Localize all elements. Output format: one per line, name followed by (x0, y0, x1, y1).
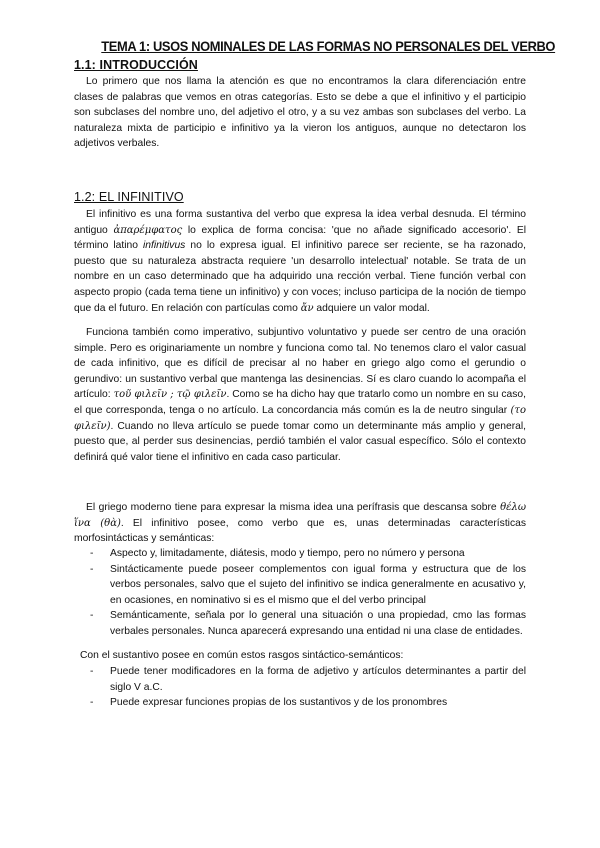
latin-term: infinitivus (142, 240, 186, 252)
document-title: TEMA 1: USOS NOMINALES DE LAS FORMAS NO PERSONALES DEL VERBO (101, 38, 556, 54)
paragraph-introduccion: Lo primero que nos llama la atención es que no encontramos la clara diferenciación entre clases de palabras que vemos en otras categorías. Esto se debe a que el infinitivo y el participio son subclases del nombre uno, del adjetivo el otro, y a su vez ambas son subclases del verbo. La naturaleza mixta de participio e infinitivo ya la vieron los antiguos, aunque no detectaron los adjetivos verbales. (74, 76, 526, 150)
greek-term: ἀπαρέμφατος (113, 224, 183, 236)
dash-bullet: - (90, 610, 94, 622)
list-item-text: Puede expresar funciones propias de los sustantivos y de los pronombres (110, 697, 448, 709)
list-item-text: Semánticamente, señala por lo general una situación o una propiedad, cmo las formas verbales personales. Nunca aparecerá expresando una entidad ni una clase de entidades. (110, 610, 526, 637)
text-segment: . El infinitivo posee, como verbo que es, unas determinadas características morfosintácticas y semánticas: (74, 517, 526, 545)
list-item-text: Aspecto y, limitadamente, diátesis, modo y tiempo, pero no número y persona (110, 548, 465, 559)
text-segment: no lo expresa igual. El infinitivo parece ser reciente, se ha razonado, puesto que su naturaleza abstracta requiere 'un desarrollo intelectual' notable. Se trata de un nombre en un caso determinado que ha adquirido una rección verbal. Tiene función verbal con aspecto propio (cada tema tiene un infinitivo) y con voces; incluso participa de la noción de tiempo que da el futuro. En relación con partículas como (74, 240, 526, 314)
greek-periphrasis: θέλω ἵνα (θὰ) (74, 502, 526, 529)
dash-bullet: - (90, 666, 94, 677)
text-segment: lo explica de forma concisa: 'que no añade significado accesorio'. El término latino (74, 224, 526, 252)
paragraph-infinitivo-definicion (74, 207, 526, 316)
section-heading-introduccion: 1.1: INTRODUCCIÓN (74, 58, 198, 72)
list-item-text: Puede tener modificadores en la forma de adjetivo y artículos determinantes a partir del siglo V a.C. (110, 666, 526, 693)
text-segment: El griego moderno tiene para expresar la misma idea una perífrasis que descansa sobre (86, 502, 497, 513)
paragraph-griego-moderno (74, 500, 526, 547)
text-segment: . Como se ha dicho hay que tratarlo como un nombre en su caso, el que corresponda, tenga o no artículo. La concordancia más común es la de neutro singular (74, 389, 526, 416)
paragraph-rasgos-sustantivo: Con el sustantivo posee en común estos rasgos sintáctico-semánticos: (80, 650, 404, 661)
list-item-text: Sintácticamente puede poseer complementos con igual forma y estructura que de los verbos personales, salvo que el sujeto del infinitivo se indica generalmente en acusativo y, en ocasiones, en nominativo si es el mismo que el del verbo principal (110, 563, 526, 606)
greek-particle: ἄν (300, 302, 314, 314)
greek-example: τοῦ φιλεῖν ; τῷ φιλεῖν (113, 389, 227, 401)
dash-bullet: - (90, 548, 94, 559)
list-rasgos-sustantivo (74, 664, 526, 711)
list-item (74, 695, 526, 711)
list-item (74, 664, 526, 695)
text-segment: El infinitivo es una forma sustantiva del verbo que expresa la idea verbal desnuda. El término antiguo (74, 209, 526, 236)
list-item (74, 608, 526, 639)
list-caracteristicas-verbales (74, 546, 526, 640)
text-segment: adquiere un valor modal. (316, 302, 430, 314)
greek-example: (το φιλεῖν) (74, 404, 526, 432)
section-heading-infinitivo: 1.2: EL INFINITIVO (74, 190, 184, 204)
list-item (74, 562, 526, 609)
paragraph-infinitivo-funcion (74, 325, 526, 465)
list-item (74, 546, 526, 562)
dash-bullet: - (90, 697, 94, 709)
text-segment: Funciona también como imperativo, subjuntivo voluntativo y puede ser centro de una oración simple. Pero es originariamente un nombre y funciona como tal. No tenemos claro el valor casual de cada infinitivo, que es difícil de precisar al no haber en griego algo como el gerundio o gerundivo: un sustantivo verbal que mantenga las desinencias. Sí es claro cuando lo acompaña el artículo: (74, 327, 526, 401)
dash-bullet: - (90, 563, 94, 575)
text-segment: . Cuando no lleva artículo se puede tomar como un determinante más amplio y general, puesto que, al perder sus desinencias, perdió también el valor casual específico. Sólo el contexto definirá qué valor tiene el infinitivo en cada caso particular. (74, 420, 526, 463)
